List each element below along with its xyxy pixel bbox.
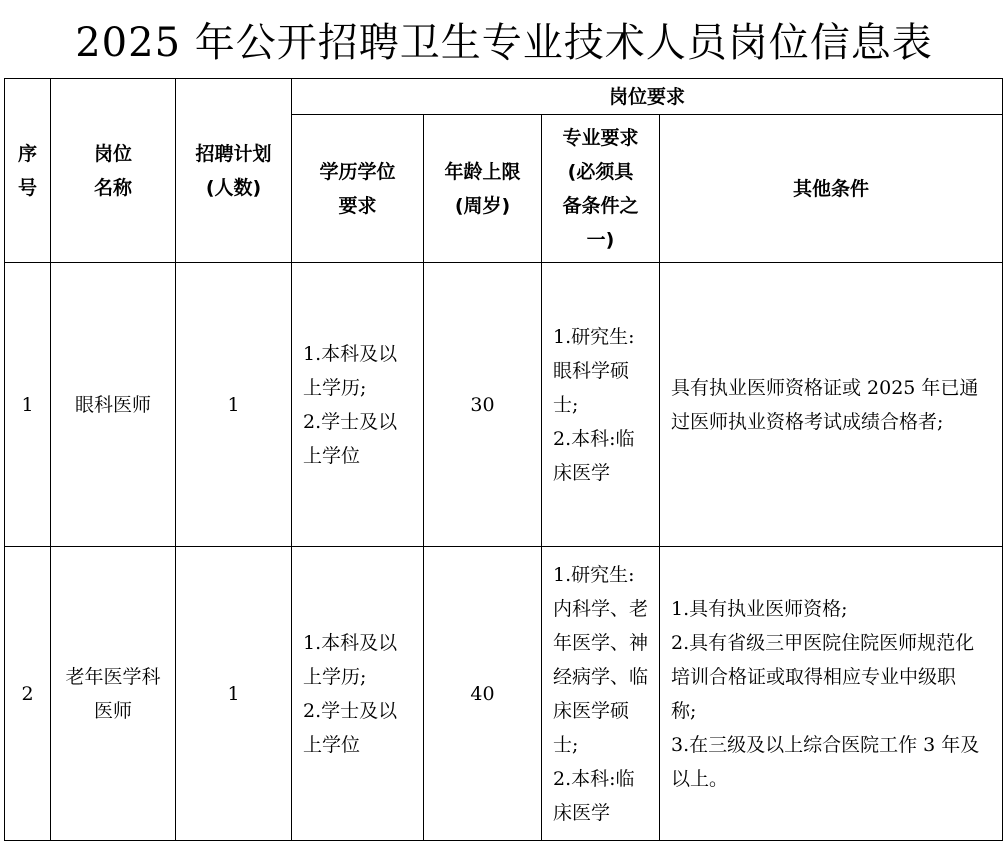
row-age: 30 [424, 263, 542, 547]
header-plan: 招聘计划 (人数) [176, 79, 292, 263]
row-education: 1.本科及以 上学历; 2.学士及以 上学位 [292, 547, 424, 841]
header-position: 岗位 名称 [51, 79, 176, 263]
row-seq: 2 [5, 547, 51, 841]
header-other: 其他条件 [660, 115, 1003, 263]
row-major: 1.研究生: 眼科学硕 士; 2.本科:临 床医学 [542, 263, 660, 547]
header-requirements-group: 岗位要求 [292, 79, 1003, 115]
header-seq: 序 号 [5, 79, 51, 263]
row-education: 1.本科及以 上学历; 2.学士及以 上学位 [292, 263, 424, 547]
header-major: 专业要求 (必须具 备条件之 一) [542, 115, 660, 263]
table-row [5, 263, 1003, 547]
row-age: 40 [424, 547, 542, 841]
row-seq: 1 [5, 263, 51, 547]
row-plan: 1 [176, 263, 292, 547]
page-title: 2025 年公开招聘卫生专业技术人员岗位信息表 [75, 19, 933, 66]
row-position: 老年医学科 医师 [51, 547, 176, 841]
header-age: 年龄上限 (周岁) [424, 115, 542, 263]
row-other: 1.具有执业医师资格; 2.具有省级三甲医院住院医师规范化 培训合格证或取得相应专业中级职 称; 3.在三级及以上综合医院工作 3 年及 以上。 [660, 547, 1003, 841]
table-row [5, 547, 1003, 841]
header-row-1 [5, 79, 1003, 115]
row-major: 1.研究生: 内科学、老 年医学、神 经病学、临 床医学硕 士; 2.本科:临 床医学 [542, 547, 660, 841]
position-table [4, 78, 1003, 841]
header-education: 学历学位 要求 [292, 115, 424, 263]
row-other: 具有执业医师资格证或 2025 年已通 过医师执业资格考试成绩合格者; [660, 263, 1003, 547]
row-plan: 1 [176, 547, 292, 841]
row-position: 眼科医师 [51, 263, 176, 547]
